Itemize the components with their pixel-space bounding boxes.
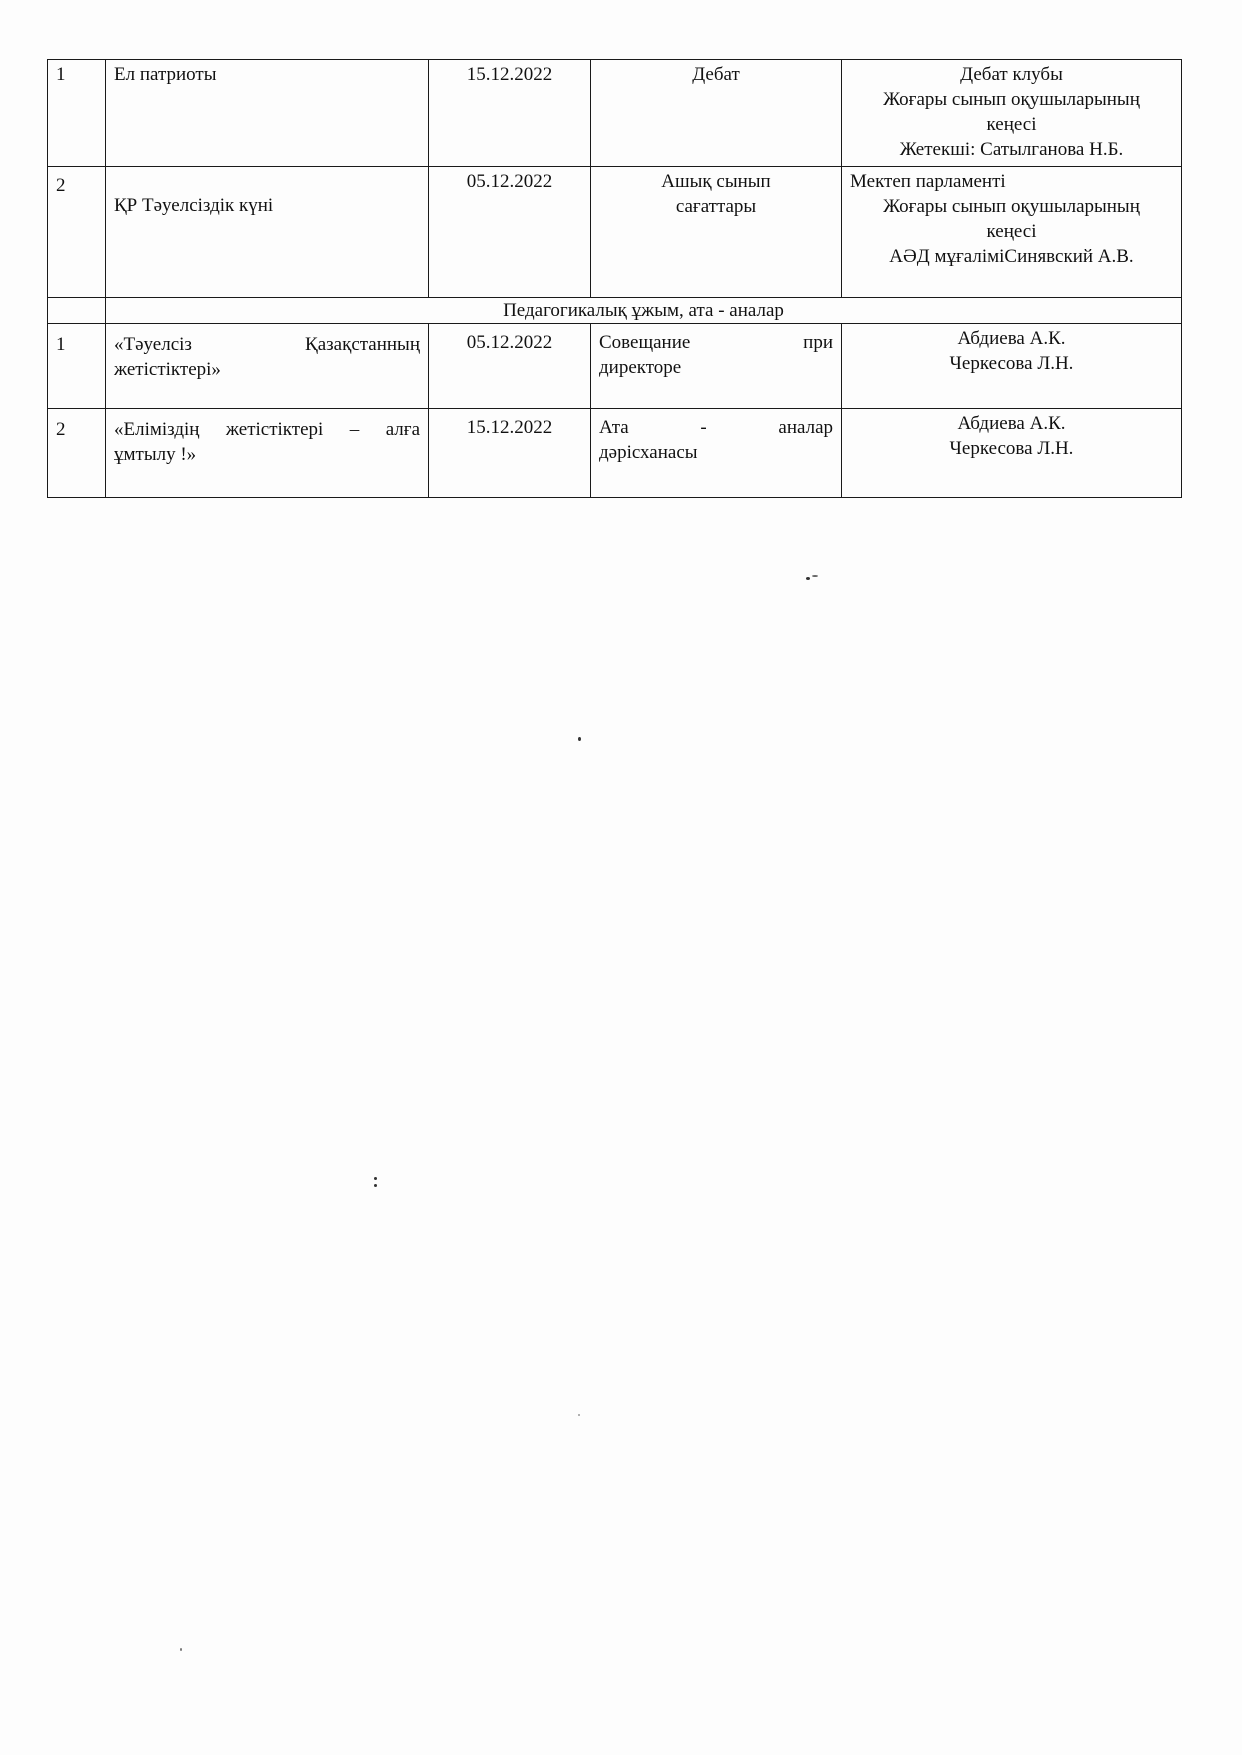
title-line: ұмтылу !» <box>114 444 197 465</box>
event-title <box>106 324 429 409</box>
form-line: Ашық сынып <box>661 171 771 192</box>
table-row <box>48 167 1182 298</box>
table-row <box>48 409 1182 498</box>
section-spacer <box>48 298 106 324</box>
responsible-line: Жоғары сынып оқушыларының <box>883 196 1140 217</box>
event-form: Дебат <box>591 60 842 167</box>
event-title: Ел патриоты <box>106 60 429 167</box>
responsible-line: Жетекші: Сатылганова Н.Б. <box>899 139 1124 160</box>
responsible-line: АӘД мұғаліміСинявский А.В. <box>889 246 1134 267</box>
event-date: 15.12.2022 <box>429 409 591 498</box>
responsible-line: Абдиева А.К. <box>957 328 1066 349</box>
responsible-line: Мектеп парламенті <box>850 171 1006 192</box>
event-responsible <box>842 167 1182 298</box>
scan-speck <box>578 737 581 741</box>
responsible-line: Черкесова Л.Н. <box>949 353 1074 374</box>
scan-speck <box>374 1184 377 1187</box>
row-number: 1 <box>48 324 106 409</box>
event-title: ҚР Тәуелсіздік күні <box>106 167 429 298</box>
section-header: Педагогикалық ұжым, ата - аналар <box>106 298 1182 324</box>
table-row <box>48 324 1182 409</box>
event-responsible <box>842 324 1182 409</box>
responsible-line: Черкесова Л.Н. <box>949 438 1074 459</box>
section-row <box>48 298 1182 324</box>
scan-speck <box>180 1648 182 1651</box>
row-number: 2 <box>48 409 106 498</box>
scan-speck <box>578 1414 580 1416</box>
responsible-line: Жоғары сынып оқушыларының <box>883 89 1140 110</box>
responsible-line: Абдиева А.К. <box>957 413 1066 434</box>
scan-speck <box>806 577 810 580</box>
event-form <box>591 167 842 298</box>
title-line: жетістіктері» <box>114 359 221 380</box>
event-date: 05.12.2022 <box>429 167 591 298</box>
responsible-line: кеңесі <box>986 114 1037 135</box>
scan-speck <box>374 1177 377 1180</box>
title-line: «Еліміздің жетістіктері – алға <box>114 419 420 440</box>
row-number: 2 <box>48 167 106 298</box>
form-line: Ата - аналар <box>599 417 833 438</box>
table-row <box>48 60 1182 167</box>
title-line: «Тәуелсіз Қазақстанның <box>114 334 420 355</box>
event-form <box>591 409 842 498</box>
responsible-line: Дебат клубы <box>960 64 1063 85</box>
responsible-line: кеңесі <box>986 221 1037 242</box>
form-line: Совещание при <box>599 332 833 353</box>
event-responsible <box>842 409 1182 498</box>
event-responsible <box>842 60 1182 167</box>
scan-speck <box>812 575 818 577</box>
events-table <box>47 59 1182 498</box>
event-title <box>106 409 429 498</box>
row-number: 1 <box>48 60 106 167</box>
form-line: дәрісханасы <box>599 442 698 463</box>
form-line: сағаттары <box>675 196 757 217</box>
form-line: директоре <box>599 357 682 378</box>
event-form <box>591 324 842 409</box>
event-date: 05.12.2022 <box>429 324 591 409</box>
event-date: 15.12.2022 <box>429 60 591 167</box>
